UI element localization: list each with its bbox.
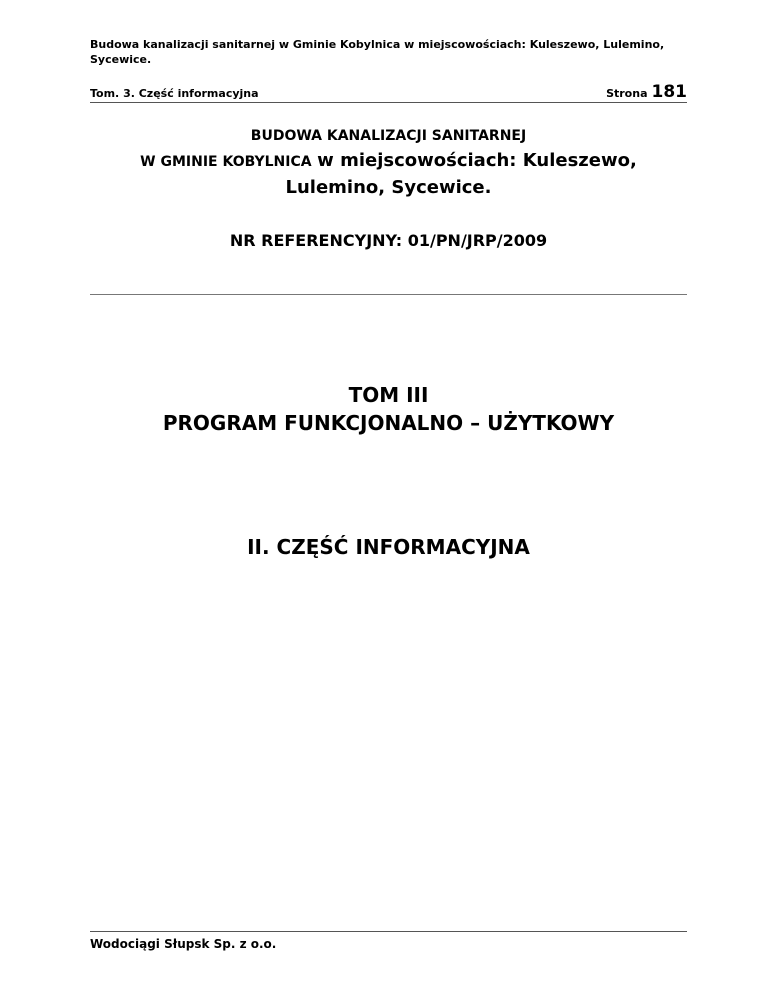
section-divider: [90, 294, 687, 295]
header-divider: [90, 102, 687, 103]
title-line-1: BUDOWA KANALIZACJI SANITARNEJ: [250, 128, 527, 144]
volume-label: Tom. 3. Część informacyjna: [90, 87, 259, 100]
page-number: 181: [651, 82, 687, 102]
title-line-2-caps: W GMINIE KOBYLNICA: [140, 154, 312, 170]
volume-heading: [90, 381, 687, 437]
header-meta: [90, 80, 687, 102]
footer-company: Wodociągi Słupsk Sp. z o.o.: [90, 937, 277, 951]
volume-program-title: PROGRAM FUNKCJONALNO – UŻYTKOWY: [162, 411, 615, 435]
page-indicator: [606, 82, 687, 102]
title-line-2-rest: w miejscowościach: Kuleszewo,: [317, 150, 637, 171]
reference-number: NR REFERENCYJNY: 01/PN/JRP/2009: [229, 231, 548, 250]
volume-number: TOM III: [348, 383, 429, 407]
title-line-2: [90, 148, 687, 175]
running-header-title: Budowa kanalizacji sanitarnej w Gminie Kobylnica w miejscowościach: Kuleszewo, Lulemino, Sycewice.: [90, 38, 665, 66]
part-title: II. CZĘŚĆ INFORMACYJNA: [247, 535, 530, 559]
footer-divider: [90, 931, 687, 932]
page-label: Strona: [606, 87, 648, 100]
document-title: [90, 126, 687, 201]
title-line-3: Lulemino, Sycewice.: [285, 177, 492, 198]
